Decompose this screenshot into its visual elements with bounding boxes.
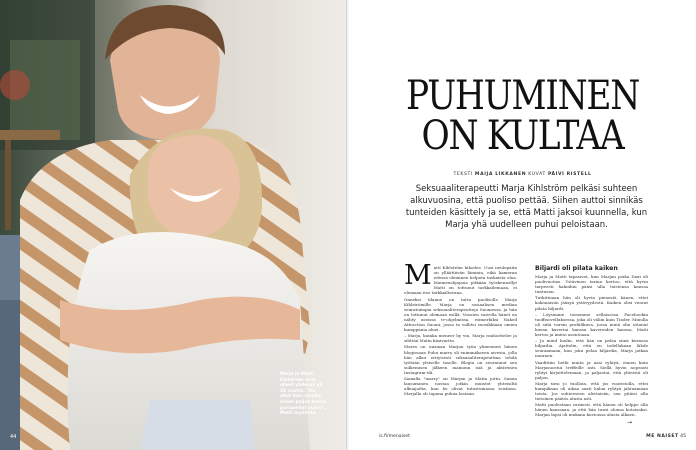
- section-subhead: Biljardi oli pilata kaiken: [535, 265, 618, 272]
- body-paragraph: Samalla "marry" on Marjan ja Matin juttu. Sanan lausuminen nostaa jotkin muistot yhteisiltä alkuajoilta, kun he olivat tutustumassa toisiinsa. Marjalla oli tapana puhua lastaan.: [404, 375, 517, 397]
- page-number-left: 44: [10, 434, 17, 440]
- body-paragraph: Tutkittuaan hän oli hyvin pienestä hänen, ettei kokonaisiin jääsyä ystävyydestä. Kaiken olisi vuorat pilata biljardi.: [535, 295, 648, 311]
- lead-paragraph: Seksuaaliterapeutti Marja Kihlström pelkäsi suhteen alkuvuosina, että puoliso pettää. Siihen auttoi sinnikäs tunteiden käsittely ja se, että Matti jaksoi kuunnella, kun Marja yhä uudelleen puhui peloistaan.: [405, 184, 648, 230]
- body-column-2: [535, 265, 648, 419]
- drop-cap: M: [404, 260, 432, 291]
- body-column-1: [404, 260, 517, 397]
- article-page: [349, 0, 696, 450]
- photo-caption: Marja ja Matti Kihlström ovat olleet yhdessä yli 10 vuotta. "On ollut ihan sinulle, miten paljon tuntui puriaanhat vuoro", Matti myöntää.: [280, 372, 327, 417]
- footer-brand: ME NAISET: [646, 434, 679, 439]
- body-paragraph: Matti puolestaan varmisti, että hänen oli helppo olla hänen kanssaan, ja että hän tunsi olonsa kotoisaksi. Marjan lapsi oli mukana kuvioissa alusta alkaen.: [535, 402, 648, 418]
- body-paragraph: Marja ja Matti tapasivat, kun Marjan poika Daxi oli puolivuotias. Ystävinen tarina kertoo, että hyvin tarpeesti hakuihin pääsi ulla toistensa kanssa tuntuvan.: [535, 274, 648, 295]
- title-line-1: PUHUMINEN: [405, 73, 640, 119]
- footer-brand-page: [646, 434, 686, 439]
- body-paragraph: Marra on uusiaan Marjan työn ylimenneä hänen blogissaan Puhu marry oli enimmäkseen aivesta, jolla hän alkoi erityisesti seksuaaliterapeuttina tehdä työtään yleiselle tasolle. Blogia on seurannut sen sulkemisen jälkeen mainonn isiä ja aktiivinen Instagram-tili.: [404, 344, 517, 375]
- body-paragraph: Vaadittiin hetki muita ja aasi ryhtyä, ennen kuin Marjasuostui treffeille asti. Siellä hyvin nopeasti ryhtyi kirjoittelemaan, ja paljastui, että yhteistä oli paljon.: [535, 359, 648, 380]
- photo-label: KUVAT: [528, 172, 546, 177]
- body-paragraph: – Marja, kuinka meneer hy vin, Marja rauhoittelee ja silittää Matin käsivartta.: [404, 333, 517, 344]
- text-label: TEKSTI: [453, 172, 473, 177]
- byline: [349, 172, 696, 177]
- photo-author: PÄIVI RISTELL: [547, 172, 592, 177]
- body-paragraph: Onneksi tilanne on tuttu puolisolle Marja Kihlströmille. Marja on sosiaalisen median seuratuimpia seksuaaliterapeutteja Suomessa, ja hän on tottunut olemaan esillä. Vuosien varrella hänet on nähty useissa tv-ohjelmissa, esimerkiksi Naked Attraction Suomi, jossa ta vallitsi suosikkiaan omien kumppania aluei.: [404, 296, 517, 333]
- body-paragraph: – Löysimme toisemme sellaisessa Facebookin tuoffisovelluksessa, joka oli väliin kuin Tinder. Minulla oli siitä varsin profiilikuva, jossa minä olin ottanut kuvan kaverini kanssa kavereiden kanssa, Matti kertoo ja imitoi asentoaan.: [535, 311, 648, 338]
- continue-arrow-icon: →: [627, 419, 633, 426]
- page-number-right: 45: [680, 434, 686, 439]
- text-author: MAIJA LIKKANEN: [474, 172, 527, 177]
- footer-site: is.fi/menaiset: [379, 434, 410, 439]
- article-title: [373, 73, 671, 159]
- body-paragraph: – Ja mind luulin, että hän on pelaa siinä kuvassa biljardia. Ajattelin, että en todellakaan lähde seuraamaan, kun joku pelaa biljardia, Marja jatkaa nauraen.: [535, 338, 648, 359]
- body-paragraph: Marja tiesi jo tuolloin, että jos vuoristolla, ettei kumpikaan oli aikaa saati halua ryhtyä jahtaamaan toista. Jos suhteeseen alettaisiin, sen pitäisi olla tietoinen päätös alusta asti.: [535, 380, 648, 402]
- body-paragraph: atti Kihlström hikoilee. Uusi neulepaita on ylläättävän lämmin, eikä kameran edessä oleminen helpota tuskaista oloa. Maimeushjajana pitkään työskennellyt Matti on tottunut tarkkailemaan, ei olemaan itse tarkkailtavana.: [404, 265, 517, 296]
- title-line-2: ON KULTAA: [421, 113, 624, 159]
